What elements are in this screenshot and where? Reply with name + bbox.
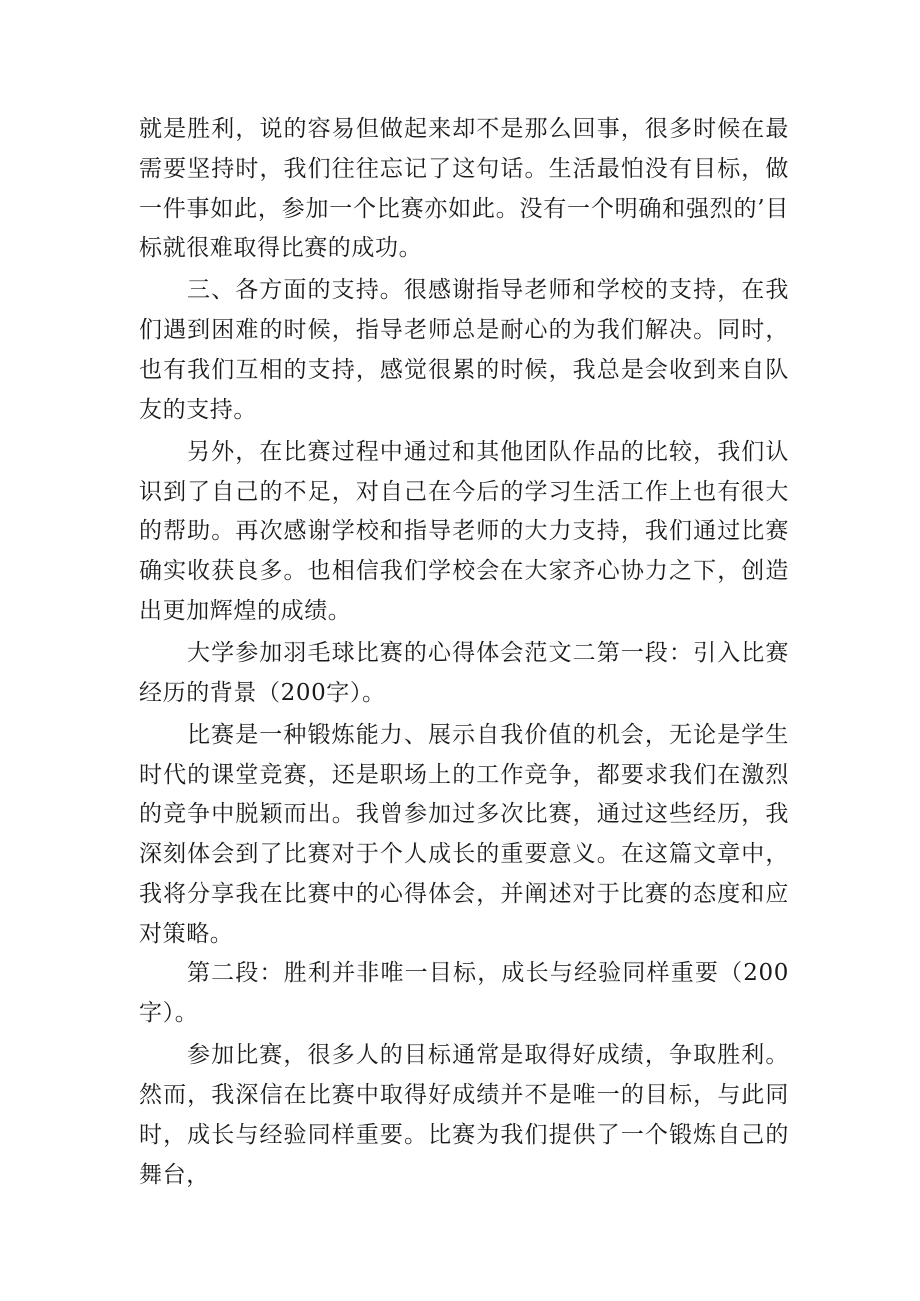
paragraph-section-two-heading: 第二段：胜利并非唯一目标，成长与经验同样重要（200字）。 xyxy=(139,960,789,1027)
document-body xyxy=(139,110,789,1198)
paragraph-competition-meaning: 比赛是一种锻炼能力、展示自我价值的机会，无论是学生时代的课堂竞赛，还是职场上的工作竞争，都要求我们在激烈的竞争中脱颖而出。我曾参加过多次比赛，通过这些经历，我深刻体会到了比赛对于个人成长的重要意义。在这篇文章中，我将分享我在比赛中的心得体会，并阐述对于比赛的态度和应对策略。 xyxy=(139,721,789,947)
paragraph-essay-two-intro: 大学参加羽毛球比赛的心得体会范文二第一段：引入比赛经历的背景（200字）。 xyxy=(139,639,789,706)
paragraph-support: 三、各方面的支持。很感谢指导老师和学校的支持，在我们遇到困难的时候，指导老师总是耐心的为我们解决。同时，也有我们互相的支持，感觉很累的时候，我总是会收到来自队友的支持。 xyxy=(139,277,789,423)
paragraph-continuation: 就是胜利，说的容易但做起来却不是那么回事，很多时候在最需要坚持时，我们往往忘记了这句话。生活最怕没有目标，做一件事如此，参加一个比赛亦如此。没有一个明确和强烈的’目标就很难取得比赛的成功。 xyxy=(139,116,789,262)
paragraph-growth-experience: 参加比赛，很多人的目标通常是取得好成绩，争取胜利。然而，我深信在比赛中取得好成绩并不是唯一的目标，与此同时，成长与经验同样重要。比赛为我们提供了一个锻炼自己的舞台， xyxy=(139,1042,789,1188)
paragraph-additional: 另外，在比赛过程中通过和其他团队作品的比较，我们认识到了自己的不足，对自己在今后的学习生活工作上也有很大的帮助。再次感谢学校和指导老师的大力支持，我们通过比赛确实收获良多。也相信我们学校会在大家齐心协力之下，创造出更加辉煌的成绩。 xyxy=(139,438,789,624)
